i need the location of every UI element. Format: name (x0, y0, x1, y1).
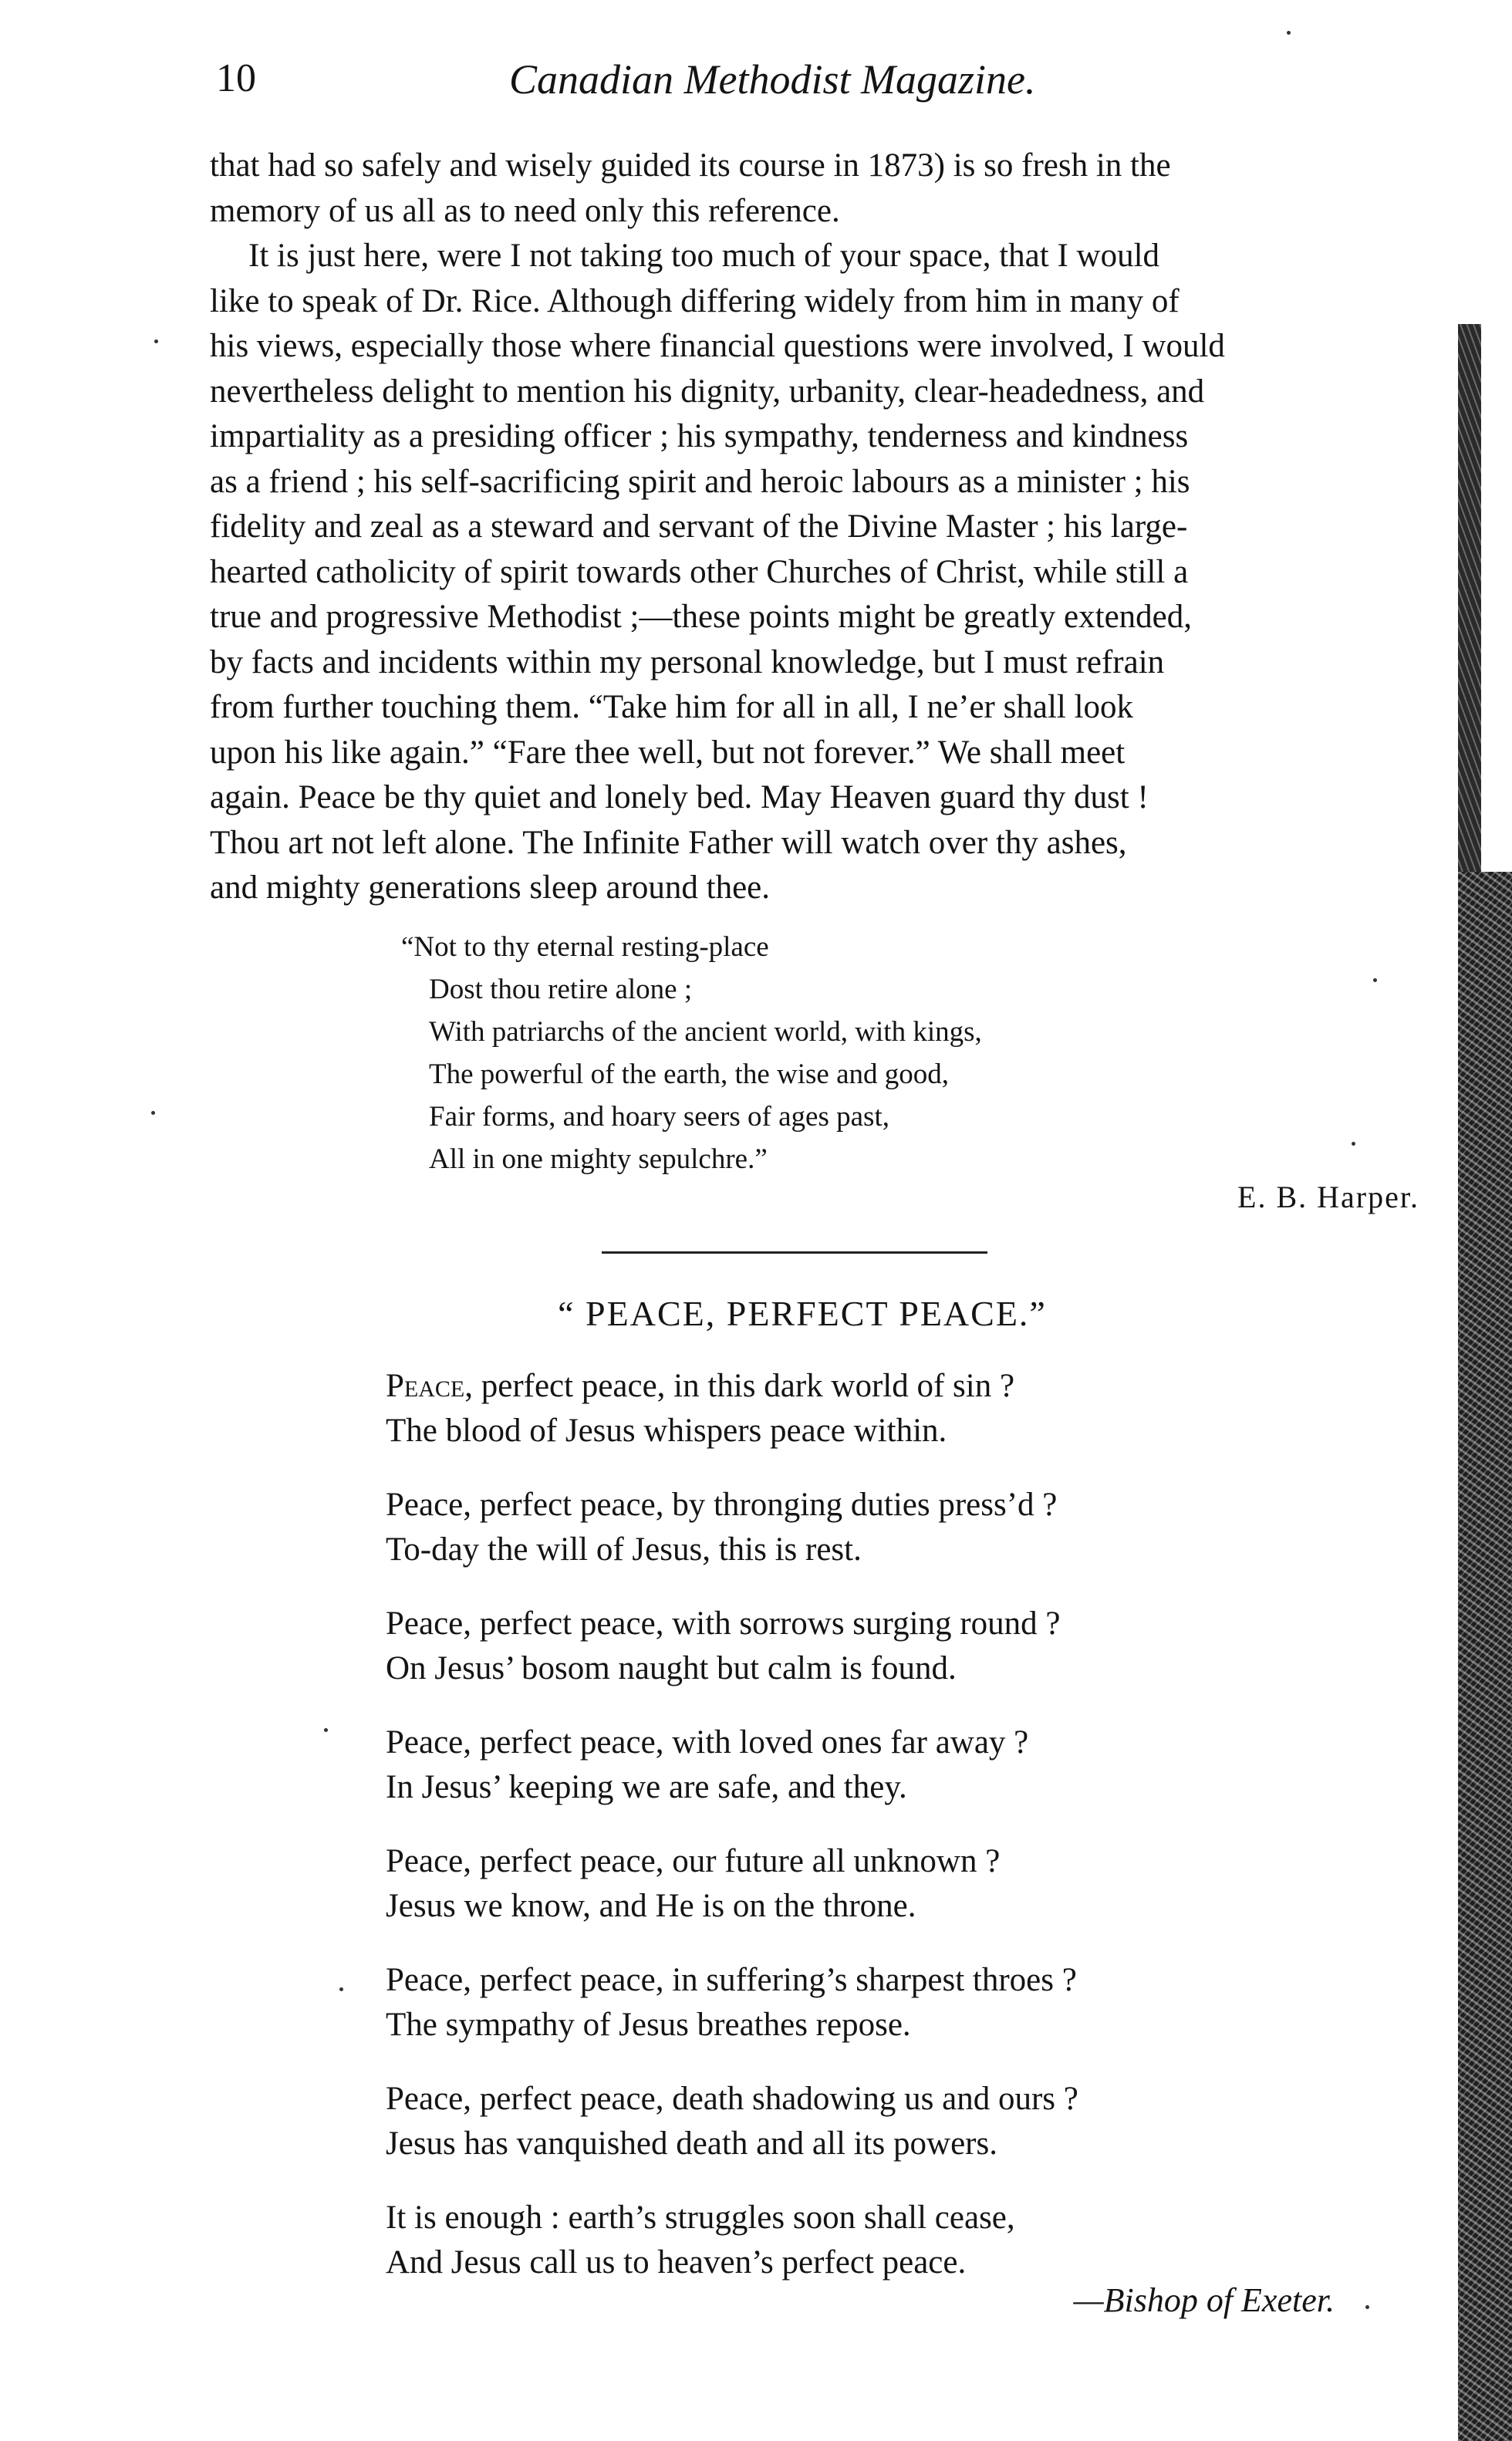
text-line: and mighty generations sleep around thee. (210, 869, 771, 906)
text-line: from further touching them. “Take him for all in all, I ne’er shall look (210, 689, 1134, 725)
paragraph-2 (210, 234, 1429, 911)
print-speck (324, 1728, 328, 1732)
body-text (210, 143, 1429, 911)
stanza (386, 1364, 1311, 1453)
stanza (386, 2196, 1311, 2285)
poem-line (386, 1364, 1311, 1409)
poem-line: Jesus we know, and He is on the throne. (386, 1888, 916, 1924)
quoted-verse (401, 926, 1250, 1180)
text-line: again. Peace be thy quiet and lonely bed. May Heaven guard thy dust ! (210, 779, 1149, 815)
verse-line: All in one mighty sepulchre.” (429, 1143, 768, 1175)
poem-line: Peace, perfect peace, in suffering’s sharpest throes ? (386, 1962, 1077, 1998)
poem-line-rest: perfect peace, in this dark world of sin ? (481, 1368, 1015, 1404)
page-number: 10 (216, 56, 256, 100)
print-speck (1287, 31, 1291, 35)
text-line: his views, especially those where financial questions were involved, I would (210, 328, 1225, 364)
verse-line: “Not to thy eternal resting-place (401, 931, 769, 963)
print-speck (1352, 1142, 1355, 1146)
poem-line: Jesus has vanquished death and all its powers. (386, 2125, 997, 2162)
text-line: memory of us all as to need only this reference. (210, 192, 840, 229)
poem-line: Peace, perfect peace, by thronging duties press’d ? (386, 1487, 1058, 1523)
poem-title: “ PEACE, PERFECT PEACE.” (558, 1294, 1047, 1333)
poem-line: Peace, perfect peace, with sorrows surging round ? (386, 1605, 1061, 1642)
poem-line: Peace, perfect peace, with loved ones far away ? (386, 1724, 1029, 1761)
text-line: like to speak of Dr. Rice. Although differing widely from him in many of (210, 282, 1180, 319)
poem-line: To-day the will of Jesus, this is rest. (386, 1531, 862, 1568)
stanza (386, 1839, 1311, 1929)
poem-line: The sympathy of Jesus breathes repose. (386, 2007, 911, 2043)
first-word: Peace, (386, 1368, 473, 1404)
page-edge-shadow (1458, 324, 1481, 880)
text-line: by facts and incidents within my personal knowledge, but I must refrain (210, 643, 1165, 680)
stanza (386, 1602, 1311, 1691)
text-line: nevertheless delight to mention his dignity, urbanity, clear-headedness, and (210, 373, 1205, 410)
print-speck (339, 1987, 343, 1991)
poem (386, 1364, 1311, 2314)
text-line: Thou art not left alone. The Infinite Father will watch over thy ashes, (210, 824, 1127, 861)
print-speck (151, 1111, 155, 1115)
print-speck (154, 339, 158, 343)
text-line: that had so safely and wisely guided its course in 1873) is so fresh in the (210, 147, 1171, 184)
text-line: hearted catholicity of spirit towards other Churches of Christ, while still a (210, 553, 1189, 590)
stanza (386, 2077, 1311, 2166)
poem-line: And Jesus call us to heaven’s perfect peace. (386, 2244, 967, 2281)
print-speck (1365, 2305, 1369, 2309)
text-line: upon his like again.” “Fare thee well, but not forever.” We shall meet (210, 734, 1126, 771)
paragraph-1 (210, 143, 1429, 234)
page-header (216, 56, 1419, 117)
text-line: fidelity and zeal as a steward and servant of the Divine Master ; his large- (210, 508, 1188, 545)
stanza (386, 1483, 1311, 1572)
text-line: as a friend ; his self-sacrificing spirit and heroic labours as a minister ; his (210, 463, 1190, 500)
print-speck (1373, 978, 1377, 982)
verse-line: The powerful of the earth, the wise and good, (429, 1058, 950, 1090)
verse-line: With patriarchs of the ancient world, with kings, (429, 1016, 982, 1048)
running-head: Canadian Methodist Magazine. (509, 56, 1036, 103)
verse-line: Dost thou retire alone ; (429, 974, 693, 1005)
poem-line: In Jesus’ keeping we are safe, and they. (386, 1769, 907, 1805)
text-line: It is just here, were I not taking too much of your space, that I would (248, 238, 1160, 274)
poem-line: On Jesus’ bosom naught but calm is found. (386, 1650, 957, 1686)
stanza (386, 1720, 1311, 1810)
verse-line: Fair forms, and hoary seers of ages past, (429, 1101, 889, 1133)
poem-line: Peace, perfect peace, death shadowing us and ours ? (386, 2081, 1078, 2117)
stanza (386, 1958, 1311, 2048)
section-divider (602, 1251, 987, 1254)
poem-attribution: —Bishop of Exeter. (1073, 2281, 1335, 2319)
text-line: true and progressive Methodist ;—these points might be greatly extended, (210, 599, 1192, 635)
poem-line: The blood of Jesus whispers peace within. (386, 1413, 947, 1449)
page-edge-shadow-lower (1458, 872, 1512, 2441)
poem-line: It is enough : earth’s struggles soon shall cease, (386, 2200, 1015, 2236)
poem-line: Peace, perfect peace, our future all unknown ? (386, 1843, 1001, 1879)
author-signature: E. B. Harper. (1237, 1180, 1419, 1214)
text-line: impartiality as a presiding officer ; his sympathy, tenderness and kindness (210, 418, 1189, 454)
